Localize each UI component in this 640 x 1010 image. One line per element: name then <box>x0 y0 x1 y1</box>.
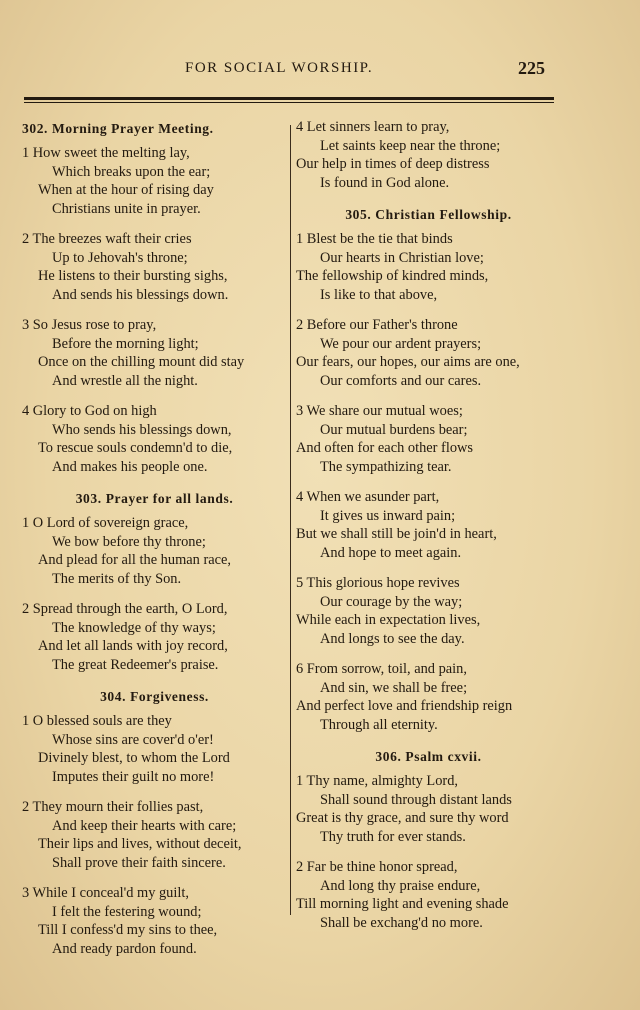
stanza <box>22 798 287 872</box>
verse-line: 2 They mourn their follies past, <box>22 799 204 815</box>
verse-line: 1 How sweet the melting lay, <box>22 145 190 161</box>
stanza <box>22 884 287 958</box>
verse-line: Shall sound through distant lands <box>320 791 512 808</box>
verse-line: And sends his blessings down. <box>52 286 229 303</box>
stanza <box>22 144 287 218</box>
verse-line: 2 The breezes waft their cries <box>22 231 192 247</box>
verse-line: Great is thy grace, and sure thy word <box>296 810 509 826</box>
verse-line: Up to Jehovah's throne; <box>52 249 188 266</box>
hymn-title: 305. Christian Fellowship. <box>345 207 512 222</box>
verse-line: And long thy praise endure, <box>320 877 481 894</box>
verse-line: And perfect love and friendship reign <box>296 698 513 714</box>
verse-line: 4 When we asunder part, <box>296 489 440 505</box>
stanza <box>22 230 287 304</box>
stanza <box>22 514 287 588</box>
verse-line: 1 O Lord of sovereign grace, <box>22 515 189 531</box>
verse-line: 3 We share our mutual woes; <box>296 403 463 419</box>
hymn <box>296 746 561 932</box>
verse-line: Once on the chilling mount did stay <box>38 354 245 370</box>
stanza <box>22 712 287 786</box>
verse-line: Which breaks upon the ear; <box>52 163 211 180</box>
hymn <box>22 686 287 958</box>
verse-line: Before the morning light; <box>52 335 199 352</box>
stanza <box>296 118 561 192</box>
hymn <box>22 488 287 674</box>
verse-line: 4 Let sinners learn to pray, <box>296 119 450 135</box>
verse-line: Is found in God alone. <box>320 174 450 191</box>
right-column <box>296 118 561 944</box>
hymn-title: 302. Morning Prayer Meeting. <box>22 121 214 136</box>
verse-line: And keep their hearts with care; <box>52 817 237 834</box>
verse-line: And makes his people one. <box>52 458 208 475</box>
verse-line: Their lips and lives, without deceit, <box>38 836 242 852</box>
verse-line: 4 Glory to God on high <box>22 403 157 419</box>
verse-line: And plead for all the human race, <box>38 552 231 568</box>
verse-line: Let saints keep near the throne; <box>320 137 501 154</box>
verse-line: I felt the festering wound; <box>52 903 202 920</box>
hymn-title: 303. Prayer for all lands. <box>75 491 234 506</box>
stanza <box>296 772 561 846</box>
verse-line: Divinely blest, to whom the Lord <box>38 750 230 766</box>
verse-line: And hope to meet again. <box>320 544 462 561</box>
verse-line: Our help in times of deep distress <box>296 156 490 172</box>
verse-line: And often for each other flows <box>296 440 474 456</box>
verse-line: 5 This glorious hope revives <box>296 575 460 591</box>
verse-line: The fellowship of kindred minds, <box>296 268 489 284</box>
verse-line: But we shall still be join'd in heart, <box>296 526 497 542</box>
page-number: 225 <box>518 58 545 78</box>
verse-line: 1 Thy name, almighty Lord, <box>296 773 458 789</box>
verse-line: Till morning light and evening shade <box>296 896 509 912</box>
stanza <box>22 402 287 476</box>
verse-line: Is like to that above, <box>320 286 438 303</box>
verse-line: Our fears, our hopes, our aims are one, <box>296 354 520 370</box>
stanza <box>296 574 561 648</box>
verse-line: 3 While I conceal'd my guilt, <box>22 885 189 901</box>
verse-line: It gives us inward pain; <box>320 507 456 524</box>
verse-line: Our mutual burdens bear; <box>320 421 468 438</box>
hymn <box>22 118 287 476</box>
verse-line: He listens to their bursting sighs, <box>38 268 228 284</box>
verse-line: Our comforts and our cares. <box>320 372 482 389</box>
verse-line: Shall prove their faith sincere. <box>52 854 226 871</box>
hymn <box>296 204 561 734</box>
verse-line: We pour our ardent prayers; <box>320 335 482 352</box>
left-column <box>22 118 287 970</box>
verse-line: 2 Before our Father's throne <box>296 317 458 333</box>
hymn-title: 304. Forgiveness. <box>100 689 209 704</box>
stanza <box>296 488 561 562</box>
column-divider <box>290 125 291 915</box>
verse-line: And wrestle all the night. <box>52 372 198 389</box>
verse-line: The knowledge of thy ways; <box>52 619 216 636</box>
verse-line: Shall be exchang'd no more. <box>320 914 483 931</box>
hymn <box>296 118 561 192</box>
verse-line: Till I confess'd my sins to thee, <box>38 922 218 938</box>
verse-line: Through all eternity. <box>320 716 438 733</box>
stanza <box>296 316 561 390</box>
verse-line: We bow before thy throne; <box>52 533 206 550</box>
verse-line: 2 Spread through the earth, O Lord, <box>22 601 228 617</box>
stanza <box>296 660 561 734</box>
verse-line: And ready pardon found. <box>52 940 197 957</box>
verse-line: 1 Blest be the tie that binds <box>296 231 453 247</box>
verse-line: Christians unite in prayer. <box>52 200 201 217</box>
verse-line: Our courage by the way; <box>320 593 463 610</box>
stanza <box>296 402 561 476</box>
verse-line: While each in expectation lives, <box>296 612 481 628</box>
verse-line: Whose sins are cover'd o'er! <box>52 731 214 748</box>
stanza <box>296 230 561 304</box>
verse-line: The sympathizing tear. <box>320 458 452 475</box>
verse-line: The merits of thy Son. <box>52 570 182 587</box>
verse-line: To rescue souls condemn'd to die, <box>38 440 233 456</box>
verse-line: And let all lands with joy record, <box>38 638 228 654</box>
page-header <box>0 58 640 82</box>
verse-line: 6 From sorrow, toil, and pain, <box>296 661 467 677</box>
running-title: FOR SOCIAL WORSHIP. <box>185 60 374 76</box>
header-rule-thin <box>24 102 554 103</box>
verse-line: The great Redeemer's praise. <box>52 656 219 673</box>
verse-line: Our hearts in Christian love; <box>320 249 484 266</box>
hymn-title: 306. Psalm cxvii. <box>375 749 482 764</box>
stanza <box>296 858 561 932</box>
verse-line: 1 O blessed souls are they <box>22 713 172 729</box>
stanza <box>22 600 287 674</box>
header-rule <box>24 97 554 100</box>
verse-line: And sin, we shall be free; <box>320 679 468 696</box>
verse-line: 3 So Jesus rose to pray, <box>22 317 157 333</box>
verse-line: Who sends his blessings down, <box>52 421 232 438</box>
verse-line: Thy truth for ever stands. <box>320 828 466 845</box>
stanza <box>22 316 287 390</box>
verse-line: When at the hour of rising day <box>38 182 214 198</box>
verse-line: Imputes their guilt no more! <box>52 768 215 785</box>
verse-line: 2 Far be thine honor spread, <box>296 859 458 875</box>
verse-line: And longs to see the day. <box>320 630 465 647</box>
